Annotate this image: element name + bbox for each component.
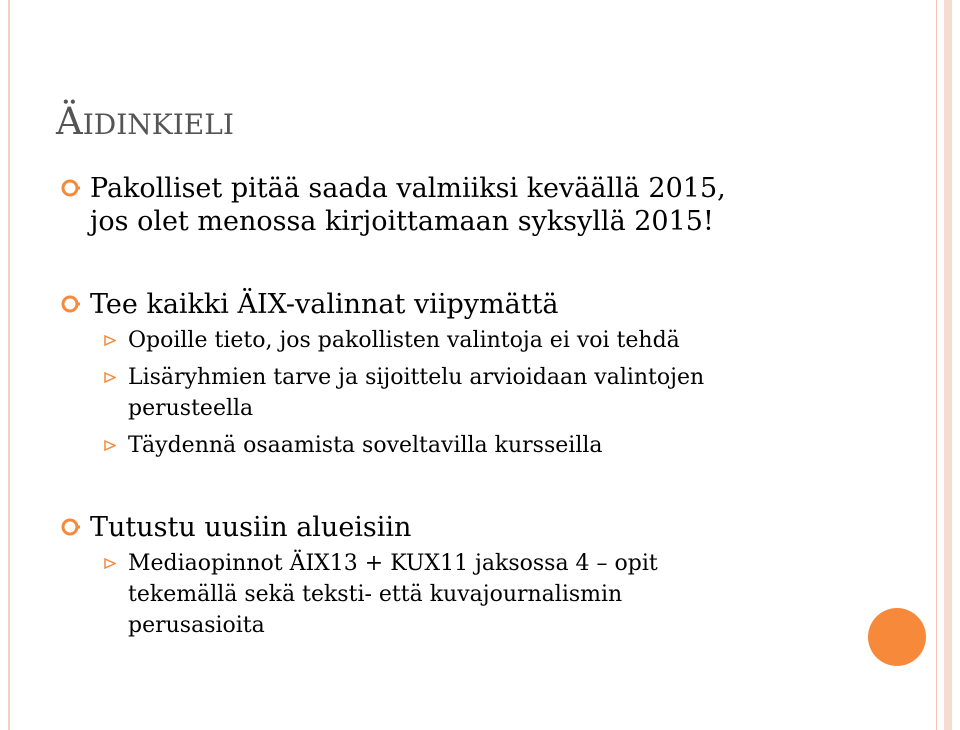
sub-bullet-text-line: perusteella bbox=[128, 396, 254, 421]
bullet-text-line: jos olet menossa kirjoittamaan syksyllä 2015! bbox=[90, 206, 714, 237]
bullet-item-deadline bbox=[60, 172, 860, 238]
right-decorative-stripe bbox=[936, 0, 937, 730]
sun-bullet-icon bbox=[104, 440, 116, 451]
sub-bullet-text-line: perusasioita bbox=[128, 613, 265, 638]
sub-bullet-list bbox=[98, 325, 860, 461]
sub-bullet-item bbox=[98, 362, 860, 424]
bullet-text-line: Tutustu uusiin alueisiin bbox=[90, 512, 412, 543]
right-decorative-band bbox=[944, 0, 952, 730]
sub-bullet-item bbox=[98, 325, 860, 356]
title-first-letter: Ä bbox=[56, 100, 83, 143]
bullet-list bbox=[60, 172, 860, 641]
bullet-item-new-areas bbox=[60, 511, 860, 641]
ring-bullet-icon bbox=[60, 294, 80, 314]
sub-bullet-item bbox=[98, 430, 860, 461]
sub-bullet-text-line: Mediaopinnot ÄIX13 + KUX11 jaksossa 4 – opit bbox=[128, 551, 658, 576]
sun-bullet-icon bbox=[104, 372, 116, 383]
bullet-item-aix-choices bbox=[60, 288, 860, 461]
sun-bullet-icon bbox=[104, 558, 116, 569]
bullet-text-line: Tee kaikki ÄIX-valinnat viipymättä bbox=[90, 289, 559, 320]
ring-bullet-icon bbox=[60, 517, 80, 537]
left-decorative-stripe bbox=[8, 0, 10, 730]
sub-bullet-text-line: tekemällä sekä teksti- että kuvajournalismin bbox=[128, 582, 623, 607]
sub-bullet-text-line: Lisäryhmien tarve ja sijoittelu arvioidaan valintojen bbox=[128, 365, 705, 390]
slide-title bbox=[56, 100, 234, 143]
title-rest: IDINKIELI bbox=[82, 108, 234, 141]
sub-bullet-text-line: Täydennä osaamista soveltavilla kursseilla bbox=[128, 433, 603, 458]
sub-bullet-list bbox=[98, 548, 860, 641]
sub-bullet-item bbox=[98, 548, 860, 641]
ring-bullet-icon bbox=[60, 178, 80, 198]
sun-bullet-icon bbox=[104, 335, 116, 346]
bullet-text-line: Pakolliset pitää saada valmiiksi keväällä 2015, bbox=[90, 173, 726, 204]
sub-bullet-text-line: Opoille tieto, jos pakollisten valintoja ei voi tehdä bbox=[128, 328, 680, 353]
decorative-orange-circle bbox=[868, 608, 926, 666]
